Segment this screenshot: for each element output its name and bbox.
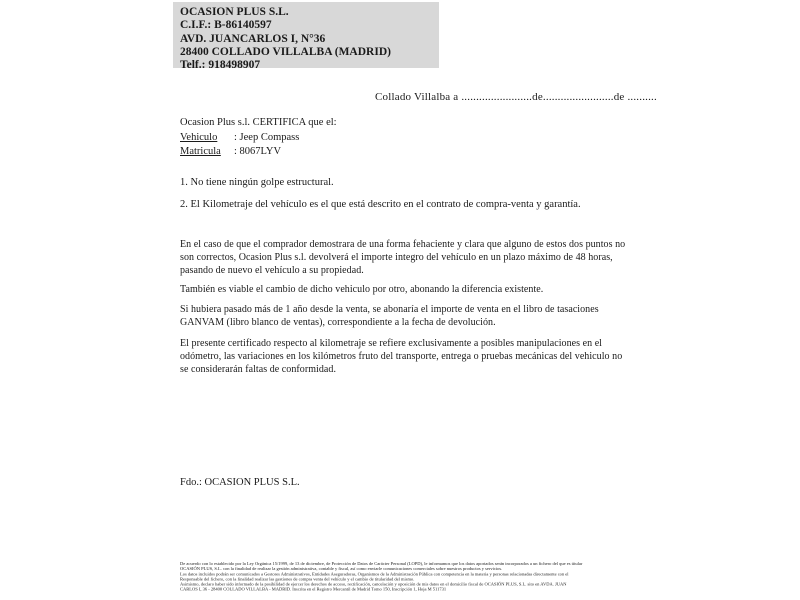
company-city: 28400 COLLADO VILLALBA (MADRID) (180, 45, 391, 58)
plate-row (180, 145, 337, 160)
point-mileage-contract: 2. El Kilometraje del vehículo es el que está descrito en el contrato de compra-venta y garantía. (180, 199, 581, 210)
paragraph-exchange-option: También es viable el cambio de dicho vehiculo por otro, abonando la diferencia existente. (180, 284, 544, 295)
date-line: Collado Villalba a ........................de........................de .......... (375, 91, 657, 103)
vehicle-value: : Jeep Compass (234, 131, 300, 143)
company-address: AVD. JUANCARLOS I, N°36 (180, 32, 326, 45)
vehicle-row (180, 131, 337, 146)
letterhead-box (173, 2, 439, 72)
certification-block (180, 116, 337, 160)
vehicle-label: Vehiculo (180, 131, 218, 143)
legal-footer-line: De acuerdo con lo establecido por la Ley Orgánica 15/1999, de 13 de diciembre, de Protección de Datos de Carácter Personal (LOPD), le informamos que los datos aportados serán incorporados a un fichero del que es titular (180, 561, 583, 566)
legal-footer-line: Responsable del fichero, con la finalidad realizar las gestiones de compra venta del vehículo y el cambio de titularidad del mismo. (180, 576, 415, 582)
certify-intro: Ocasion Plus s.l. CERTIFICA que el: (180, 117, 337, 128)
legal-footer-line: Los datos incluidos podrán ser comunicados a Gestores Administrativos, Entidades Aseguradoras, Organismos de la Administración Pública con competencia en la materia y personas relacionadas directamente con el (180, 571, 569, 577)
company-cif: C.I.F.: B-86140597 (180, 19, 272, 32)
company-phone: Telf.: 918498907 (180, 59, 261, 72)
legal-footer-line: OCASIÓN PLUS, S.L. con la finalidad de realizar la gestión administrativa, contable y fiscal, así como enviarle comunicaciones comerciales sobre nuestros productos y servicios. (180, 566, 503, 572)
paragraph-refund-terms: En el caso de que el comprador demostrara de una forma fehaciente y clara que alguno de estos dos puntos no son correctos, Ocasion Plus s.l. devolverá el importe integro del vehículo en un plazo máximo de 48 horas, pasando de nuevo el vehículo a su propiedad. (180, 239, 626, 277)
legal-footer (180, 561, 582, 592)
plate-label: Matricula (180, 146, 221, 158)
paragraph-odometer-disclaimer: El presente certificado respecto al kilometraje se refiere exclusivamente a posibles manipulaciones en el odómetro, las variaciones en los kilómetros fruto del transporte, entrega o pruebas mecánicas del vehiculo no se considerarán faltas de conformidad. (180, 338, 623, 376)
point-no-structural-damage: 1. No tiene ningún golpe estructural. (180, 177, 334, 188)
signature-line: Fdo.: OCASION PLUS S.L. (180, 477, 300, 488)
paragraph-ganvam-valuation: Si hubiera pasado más de 1 año desde la venta, se abonaría el importe de venta en el libro de tasaciones GANVAM (libro blanco de ventas), correspondiente a la fecha de devolución. (180, 304, 599, 329)
legal-footer-line: CARLOS I, 36 - 28400 COLLADO VILLALBA - MADRID. Inscrita en el Registro Mercantil de Madrid Tomo 150, Inscripción 1, Hoja M 511731 (180, 586, 447, 592)
plate-value: : 8067LYV (234, 146, 282, 158)
legal-footer-line: Asimismo, declaro haber sido informado de la posibilidad de ejercer los derechos de acceso, rectificación, cancelación y oposición de mis datos en el domicilio fiscal de OCASIÓN PLUS, S.L. sito en AVDA. JUAN (180, 581, 567, 587)
company-name: OCASION PLUS S.L. (180, 6, 289, 18)
